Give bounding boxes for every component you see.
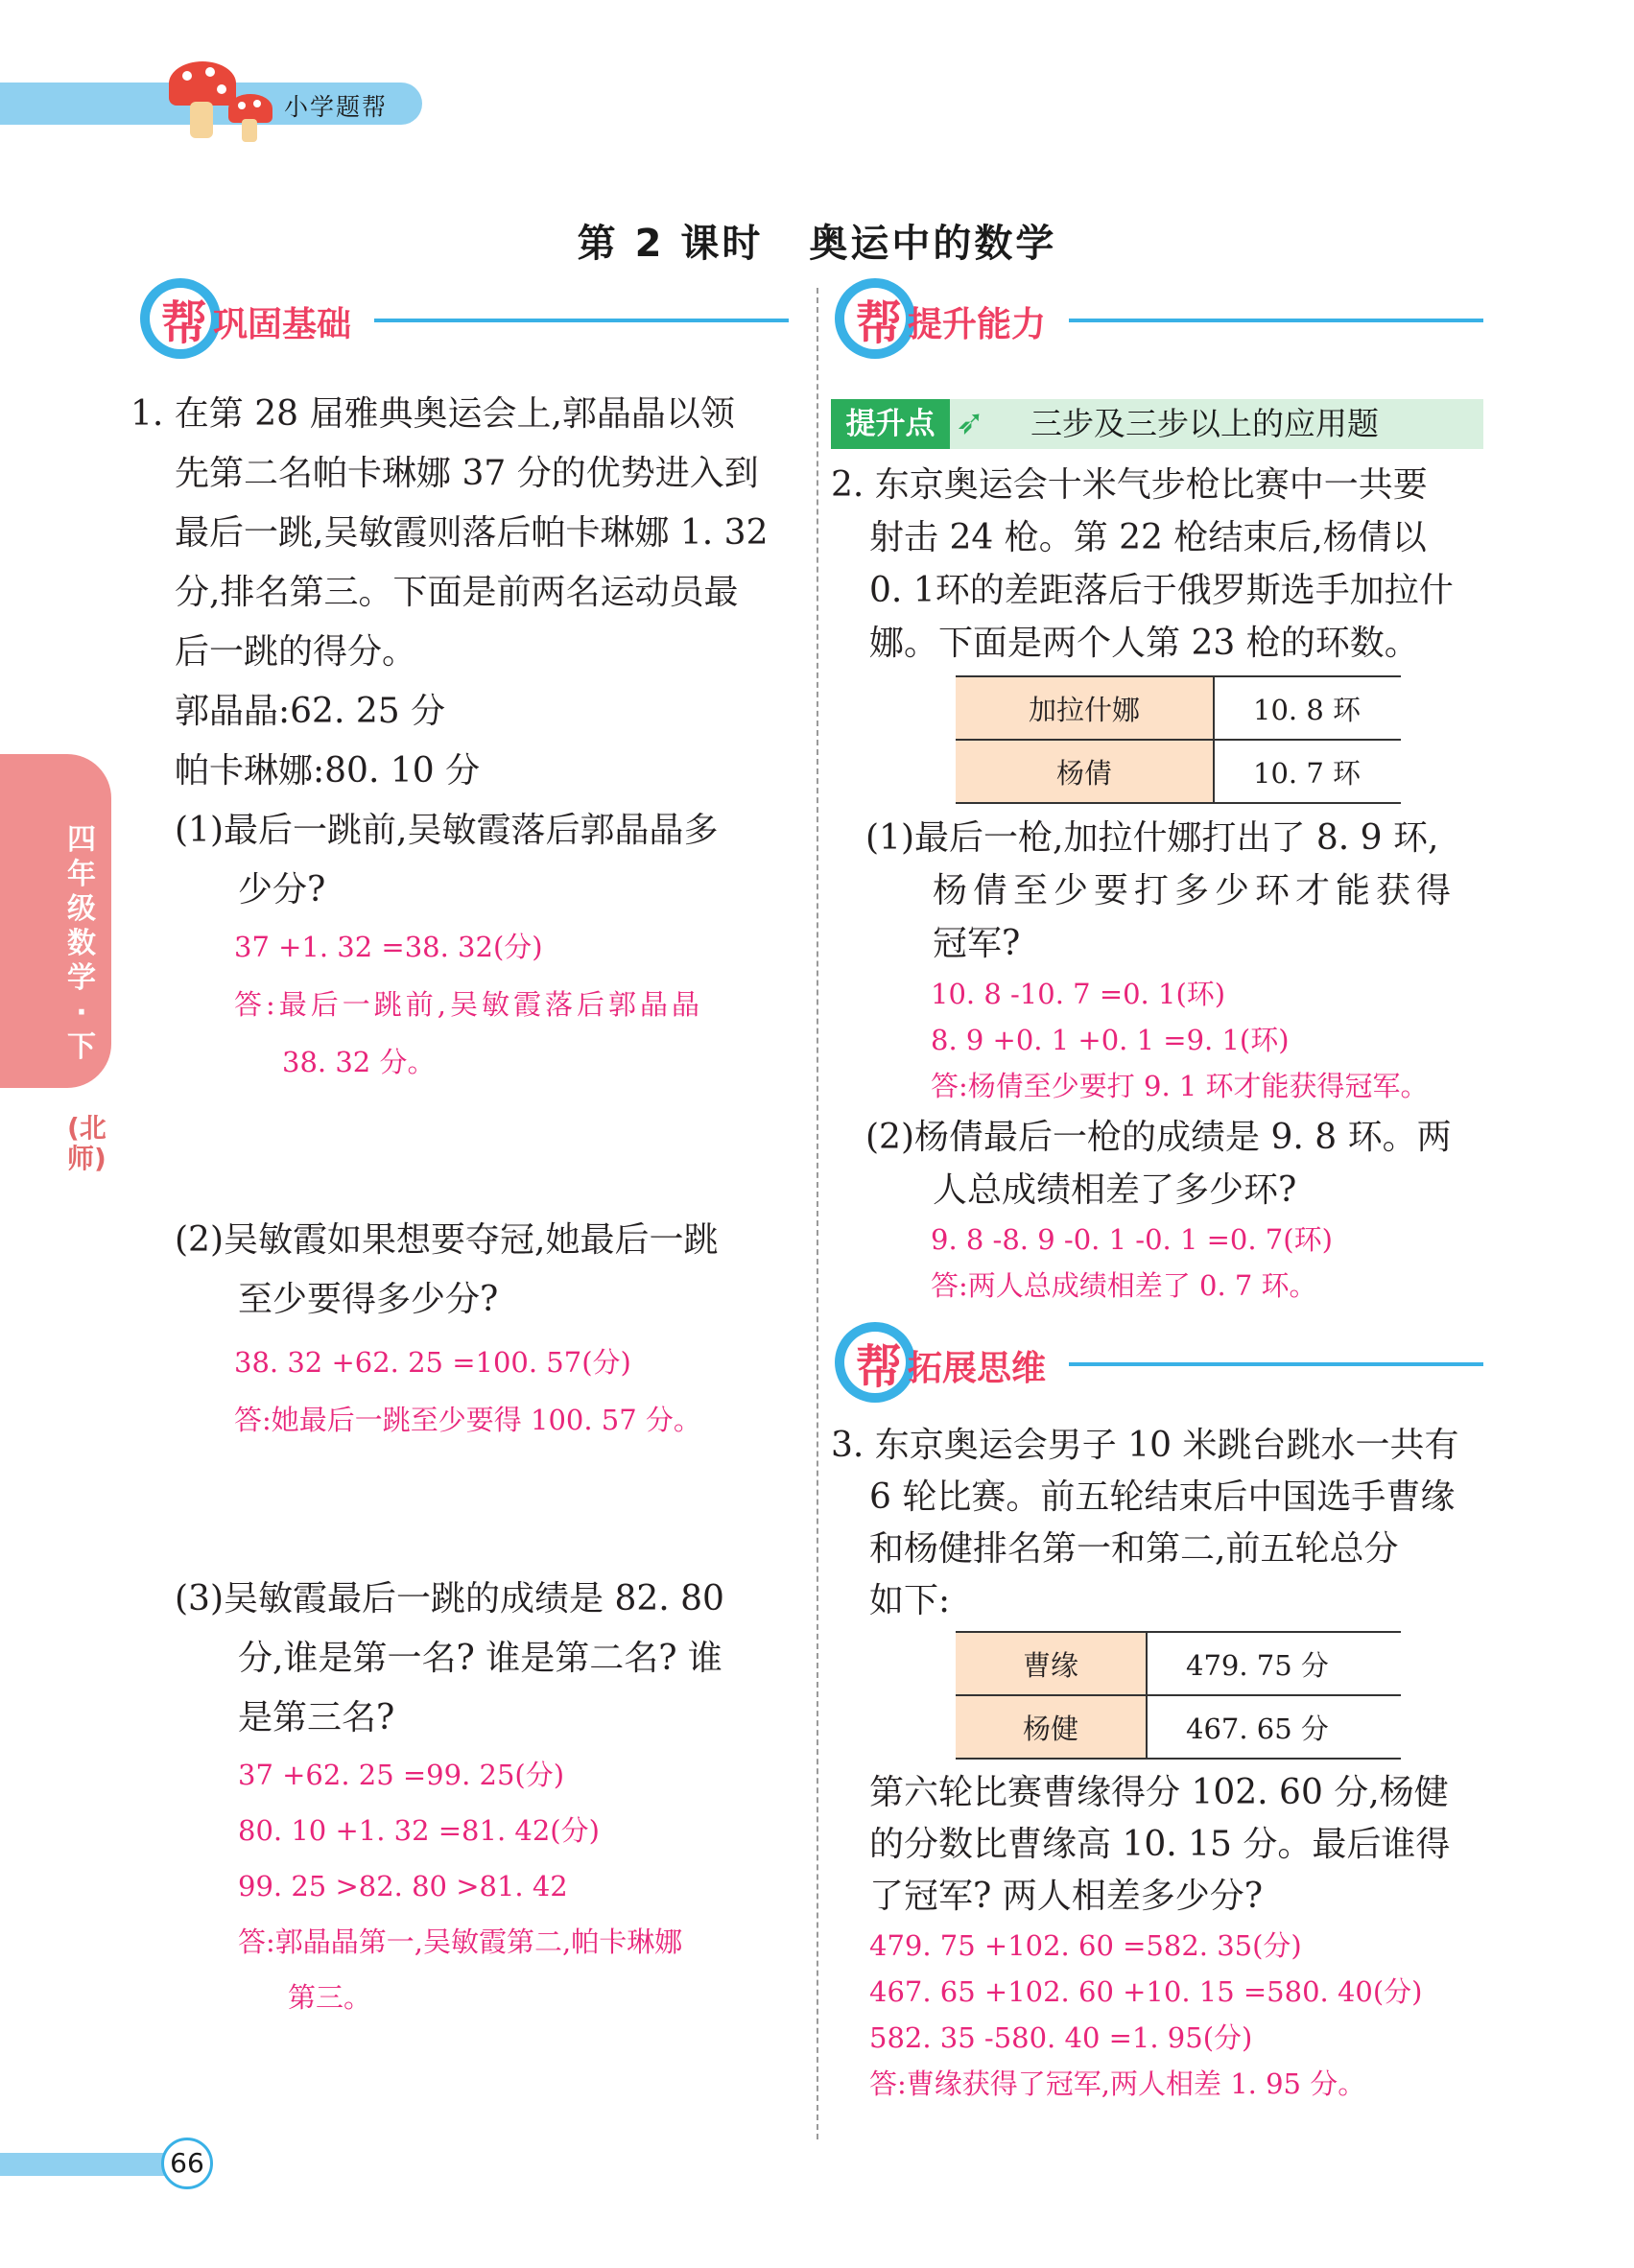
- tisheng-topic: 三步及三步以上的应用题: [1030, 405, 1379, 442]
- q2-sub1: [865, 812, 1499, 970]
- q3-line: 6 轮比赛。前五轮结束后中国选手曹缘: [869, 1477, 1456, 1517]
- q1-sub3-line: (3)吴敏霞最后一跳的成绩是 82. 80: [175, 1579, 724, 1618]
- table-cell-name: 杨健: [956, 1695, 1147, 1759]
- table-cell-value: 467. 65 分: [1147, 1695, 1401, 1759]
- q1-sub2-line: (2)吴敏霞如果想要夺冠,她最后一跳: [175, 1220, 719, 1260]
- answer-line: 467. 65 +102. 60 +10. 15 =580. 40(分): [869, 1975, 1423, 2008]
- q1-line: 后一跳的得分。: [175, 632, 417, 672]
- section-title: 拓展思维: [908, 1349, 1047, 1388]
- answer-line: 9. 8 -8. 9 -0. 1 -0. 1 =0. 7(环): [931, 1223, 1333, 1256]
- q2-sub1-line: (1)最后一枪,加拉什娜打出了 8. 9 环,: [865, 818, 1439, 858]
- edition-label: (北师): [67, 1112, 107, 1174]
- q3-body: [869, 1767, 1503, 1923]
- answer-line: 答:郭晶晶第一,吴敏霞第二,帕卡琳娜: [238, 1925, 683, 1958]
- mushroom-stem: [190, 102, 213, 138]
- q1-line: 分,排名第三。下面是前两名运动员最: [175, 573, 739, 612]
- q1-line: 最后一跳,吴敏霞则落后帕卡琳娜 1. 32: [175, 513, 769, 553]
- question-1: [130, 385, 802, 920]
- q1-sub2-answer: [234, 1339, 810, 1443]
- question-2: [831, 459, 1503, 670]
- q2-sub2-line: (2)杨倩最后一枪的成绩是 9. 8 环。两: [865, 1118, 1452, 1157]
- answer-line: 答:杨倩至少要打 9. 1 环才能获得冠军。: [931, 1070, 1429, 1102]
- section-header-expand: [835, 1322, 1483, 1408]
- answer-line: 第三。: [288, 1981, 372, 2014]
- q2-line: 0. 1环的差距落后于俄罗斯选手加拉什: [869, 571, 1454, 610]
- answer-line: 479. 75 +102. 60 =582. 35(分): [869, 1929, 1302, 1962]
- q1-line: 1. 在第 28 届雅典奥运会上,郭晶晶以领: [130, 394, 735, 434]
- answer-line: 38. 32 分。: [282, 1046, 436, 1078]
- answer-line: 80. 10 +1. 32 =81. 42(分): [238, 1814, 600, 1847]
- table-row: [956, 1695, 1401, 1759]
- answer-line: 答:她最后一跳至少要得 100. 57 分。: [234, 1404, 701, 1436]
- footer-bar: [0, 2153, 182, 2176]
- q3-line: 如下:: [869, 1581, 951, 1620]
- q3-table: [956, 1631, 1401, 1760]
- q2-line: 2. 东京奥运会十米气步枪比赛中一共要: [831, 465, 1428, 505]
- table-cell-name: 加拉什娜: [956, 676, 1214, 740]
- answer-line: 8. 9 +0. 1 +0. 1 =9. 1(环): [931, 1024, 1290, 1056]
- q2-sub2-answer: [931, 1217, 1506, 1309]
- q1-sub1-line: (1)最后一跳前,吴敏霞落后郭晶晶多: [175, 811, 719, 850]
- q3-answer: [869, 1923, 1483, 2107]
- mushroom-small-stem: [242, 119, 257, 142]
- q1-sub1-line: 少分?: [238, 870, 326, 910]
- q1-sub3-answer: [238, 1752, 814, 2020]
- q1-sub1-answer: [234, 924, 810, 1085]
- table-cell-value: 479. 75 分: [1147, 1632, 1401, 1695]
- answer-line: 37 +62. 25 =99. 25(分): [238, 1759, 565, 1791]
- answer-line: 582. 35 -580. 40 =1. 95(分): [869, 2021, 1253, 2054]
- answer-line: 37 +1. 32 =38. 32(分): [234, 931, 543, 963]
- answer-line: 10. 8 -10. 7 =0. 1(环): [931, 978, 1226, 1010]
- table-row: [956, 1632, 1401, 1695]
- section-header-improve: [835, 278, 1483, 365]
- answer-line: 99. 25 >82. 80 >81. 42: [238, 1870, 568, 1902]
- q1-sub2-line: 至少要得多少分?: [238, 1280, 499, 1319]
- table-cell-value: 10. 7 环: [1214, 740, 1401, 803]
- mushroom-icon: [169, 61, 236, 106]
- q1-sub2: [175, 1211, 808, 1330]
- q1-line: 郭晶晶:62. 25 分: [175, 692, 446, 731]
- tisheng-label: 提升点: [831, 399, 950, 449]
- table-row: [956, 740, 1401, 803]
- section-bang: 帮: [856, 1340, 903, 1394]
- table-row: [956, 676, 1401, 740]
- q2-sub2-line: 人总成绩相差了多少环?: [933, 1170, 1297, 1210]
- section-rule: [374, 319, 789, 322]
- q1-line: 帕卡琳娜:80. 10 分: [175, 751, 481, 791]
- section-title: 提升能力: [908, 305, 1047, 344]
- column-divider: [817, 288, 818, 2139]
- q2-line: 射击 24 枪。第 22 枪结束后,杨倩以: [869, 518, 1427, 557]
- q3-line: 和杨健排名第一和第二,前五轮总分: [869, 1529, 1399, 1569]
- answer-line: 答:最后一跳前,吴敏霞落后郭晶晶: [234, 988, 703, 1021]
- table-cell-value: 10. 8 环: [1214, 676, 1401, 740]
- answer-line: 答:曹缘获得了冠军,两人相差 1. 95 分。: [869, 2067, 1366, 2100]
- q2-sub1-line: 杨倩至少要打多少环才能获得: [933, 871, 1457, 910]
- lesson-title: [0, 213, 1634, 268]
- q1-sub3-line: 分,谁是第一名? 谁是第二名? 谁: [238, 1639, 722, 1678]
- q2-sub1-line: 冠军?: [933, 924, 1021, 963]
- section-bang: 帮: [856, 296, 903, 350]
- q2-table: [956, 675, 1401, 804]
- q2-sub1-answer: [931, 971, 1506, 1109]
- arrow-icon: ➶: [956, 403, 985, 442]
- section-rule: [1069, 1362, 1483, 1366]
- lesson-number: 第 2 课时: [577, 222, 764, 266]
- q1-sub3: [175, 1570, 808, 1748]
- section-header-basic: [140, 278, 789, 365]
- lesson-name: 奥运中的数学: [809, 222, 1057, 266]
- page-number: 66: [161, 2138, 213, 2189]
- section-bang: 帮: [161, 296, 208, 350]
- section-title: 巩固基础: [213, 305, 352, 344]
- q3-line: 了冠军? 两人相差多少分?: [869, 1877, 1264, 1916]
- grade-label: 四年级数学·下: [67, 823, 96, 1064]
- brand-name: 小学题帮: [284, 93, 389, 121]
- answer-line: 答:两人总成绩相差了 0. 7 环。: [931, 1269, 1317, 1302]
- table-cell-name: 杨倩: [956, 740, 1214, 803]
- q1-line: 先第二名帕卡琳娜 37 分的优势进入到: [175, 454, 759, 493]
- table-cell-name: 曹缘: [956, 1632, 1147, 1695]
- q3-line: 3. 东京奥运会男子 10 米跳台跳水一共有: [831, 1426, 1459, 1465]
- question-3: [831, 1420, 1503, 1627]
- answer-line: 38. 32 +62. 25 =100. 57(分): [234, 1346, 631, 1379]
- q2-sub2: [865, 1111, 1499, 1217]
- q2-line: 娜。下面是两个人第 23 枪的环数。: [869, 624, 1419, 663]
- q3-line: 第六轮比赛曹缘得分 102. 60 分,杨健: [869, 1773, 1449, 1812]
- section-rule: [1069, 319, 1483, 322]
- q1-sub3-line: 是第三名?: [238, 1698, 395, 1737]
- q3-line: 的分数比曹缘高 10. 15 分。最后谁得: [869, 1825, 1451, 1864]
